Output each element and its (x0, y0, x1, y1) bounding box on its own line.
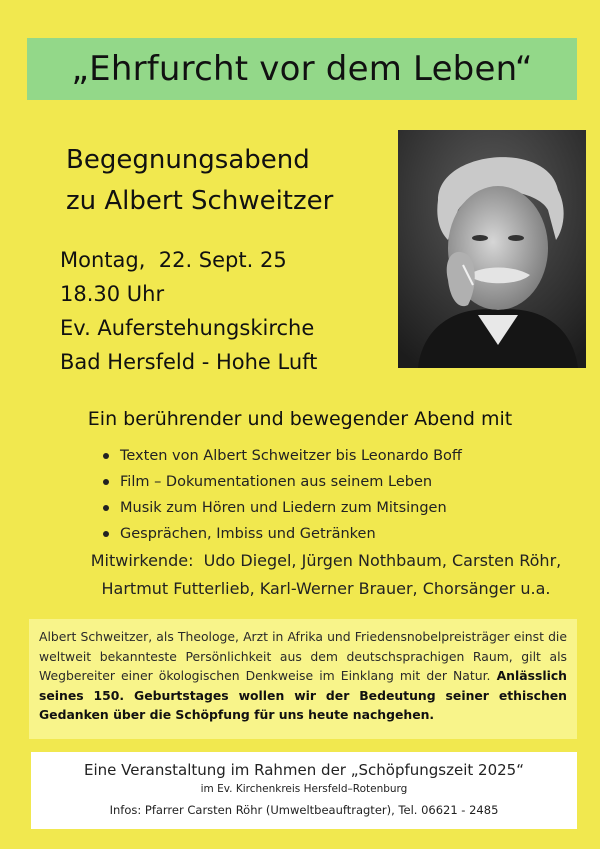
page-title: „Ehrfurcht vor dem Leben“ (71, 49, 533, 89)
about-emphasis: Anlässlich seines 150. Geburtstages wollen wir der Bedeutung seiner ethischen Gedanken über die Schöpfung für uns heute nachgehen. (39, 668, 567, 723)
contributors-line-2: Hartmut Futterlieb, Karl-Werner Brauer, Chorsänger u.a. (101, 579, 551, 598)
about-text: Albert Schweitzer, als Theologe, Arzt in Afrika und Friedensnobelpreisträger einst die weltweit bekannteste Persönlichkeit aus dem deutschsprachigen Raum, gilt als Wegbereiter einer ökologischen Denkweise im Einklang mit der Natur. (39, 629, 567, 684)
footer-box (31, 752, 577, 829)
subtitle-line-2: zu Albert Schweitzer (66, 186, 334, 216)
list-item: Musik zum Hören und Liedern zum Mitsingen (100, 495, 462, 521)
program-list (100, 443, 462, 547)
footer-line-2: im Ev. Kirchenkreis Hersfeld–Rotenburg (200, 783, 408, 795)
bullet-icon (103, 479, 109, 485)
portrait-image (398, 130, 586, 368)
about-box (29, 619, 577, 739)
footer-line-1: Eine Veranstaltung im Rahmen der „Schöpfungszeit 2025“ (84, 761, 524, 779)
bullet-icon (103, 453, 109, 459)
bullet-icon (103, 505, 109, 511)
list-item: Texten von Albert Schweitzer bis Leonardo Boff (100, 443, 462, 469)
event-venue: Ev. Auferstehungskirche (60, 316, 315, 340)
event-subtitle (66, 140, 386, 222)
intro-text: Ein berührender und bewegender Abend mit (87, 408, 513, 430)
event-details (60, 243, 390, 379)
event-date: Montag, 22. Sept. 25 (60, 248, 287, 272)
event-time: 18.30 Uhr (60, 282, 165, 306)
list-item: Film – Dokumentationen aus seinem Leben (100, 469, 462, 495)
footer-contact: Infos: Pfarrer Carsten Röhr (Umweltbeauftragter), Tel. 06621 - 2485 (109, 803, 499, 817)
subtitle-line-1: Begegnungsabend (66, 145, 310, 175)
list-item: Gesprächen, Imbiss und Getränken (100, 521, 462, 547)
title-banner (27, 38, 577, 100)
contributors-line-1: Mitwirkende: Udo Diegel, Jürgen Nothbaum, Carsten Röhr, (90, 551, 562, 570)
contributors (66, 547, 586, 603)
event-place: Bad Hersfeld - Hohe Luft (60, 350, 318, 374)
albert-schweitzer-portrait (398, 130, 586, 368)
bullet-icon (103, 531, 109, 537)
